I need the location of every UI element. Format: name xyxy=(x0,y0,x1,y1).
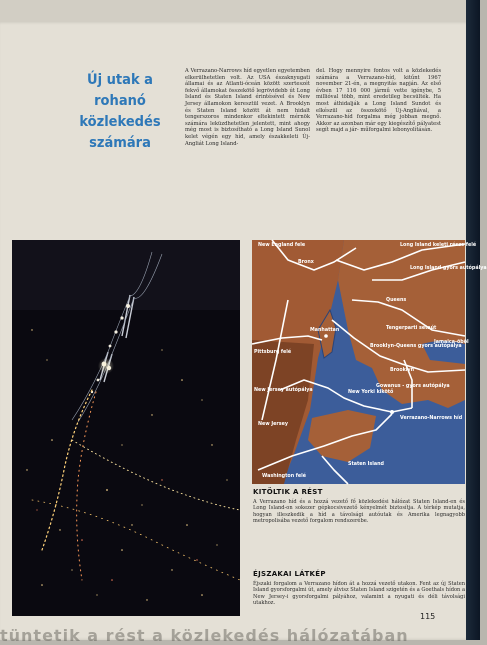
map-label: Brooklyn xyxy=(390,368,414,373)
map-label: Washington felé xyxy=(262,474,307,479)
map-label: Staten Island xyxy=(348,462,384,467)
map-label: New Yorki kikötő xyxy=(348,390,394,395)
map-label: Queens xyxy=(386,298,407,303)
caption-heading-fill-gap: KITÖLTIK A RÉST xyxy=(253,488,323,496)
map-label: Verrazano-Narrows híd xyxy=(400,416,463,421)
map-label: Long Island gyors autópálya xyxy=(410,266,487,271)
article-column-1: A Verrazano-Narrows híd egyetlen egyetemben elkerülhetetlen volt. Az USA északnyugati államai és az Atlanti-óceán között szerteszét fekvő államokat összekötő legrövidebb út Long Island és Staten Island érintésével és New Jersey államokon keresztül vezet. A Brooklyn és Staten Island között át nem hidalt tengerszoros mindenkor eltekintett mérnök számára leküzdhetetlen jelentett, mint ahogy még most is biztosítható a Long Island Sunol kelet végén egy híd, amely északkeleti Új-Angliát Long Island- xyxy=(185,68,310,147)
caption-text-night-view: Éjszaki forgalom a Verrazano hídon át a hozzá vezető utakon. Fent az új Staten Island gyorsforgalmi út, amely átvisz Staten Island szigetén és a Goethals hídon a New Jersey-i gyorsforgalmi pályához, valamint a nyugati és déli távolsági utakhoz. xyxy=(253,581,465,607)
map-label: New Jersey autópálya xyxy=(254,388,313,393)
caption-text-fill-gap: A Verrazano híd és a hozzá vezető fő közlekedési hálózat Staten Island-en és Long Island-on sokezer gépkocsivezető kényelmét biztosítja. A térkép mutatja, hogyan illeszkedik a híd a távolsági autóutak és Amerika legnagyobb metropolisába vezető forgalom rendszerébe. xyxy=(253,499,465,525)
caption-heading-night-view: ÉJSZAKAI LÁTKÉP xyxy=(253,570,326,578)
map-label: Long Island keleti része felé xyxy=(400,243,477,248)
map-label: Bronx xyxy=(298,260,314,265)
map-label: New England fele xyxy=(258,243,306,248)
book-binding xyxy=(466,0,480,640)
map-label: New Jersey xyxy=(258,422,289,427)
page-top-edge xyxy=(0,0,470,22)
traffic-map xyxy=(252,240,487,484)
bleed-through-text: tüntetik a rést a közlekedés hálózatában xyxy=(0,626,409,645)
map-label: Pittsburg felé xyxy=(254,350,292,355)
map-label: Jamaica-öböl xyxy=(434,340,469,345)
map-label: Brooklyn-Queens gyors autópálya xyxy=(370,344,462,349)
night-bridge-photo xyxy=(12,240,240,616)
page-number: 115 xyxy=(420,612,436,621)
article-headline: Új utak a rohanó közlekedés számára xyxy=(79,72,161,151)
map-label: Gowanus - gyors autópálya xyxy=(376,384,450,389)
article-column-2: del. Hogy mennyire fontos volt a közlekedés számára a Verrazano-híd, kitűnt 1967 november 21-én, a megnyitás napján. Az első évben 17 116 000 jármű vette igénybe, 5 millióval több, mint eredetileg becsülték. Ha most áthidalják a Long Island Sundot és elkészül az összekötő Új-Angliával, a Verrazano-híd forgalma még jobban megnő. Akkor az azonban már egy kiegészítő pályatest segít majd a jár- műforgalmi lebonyolításán. xyxy=(316,68,441,134)
map-label: Tengerparti sétaút xyxy=(386,326,437,331)
map-label: Manhattan xyxy=(310,328,340,333)
